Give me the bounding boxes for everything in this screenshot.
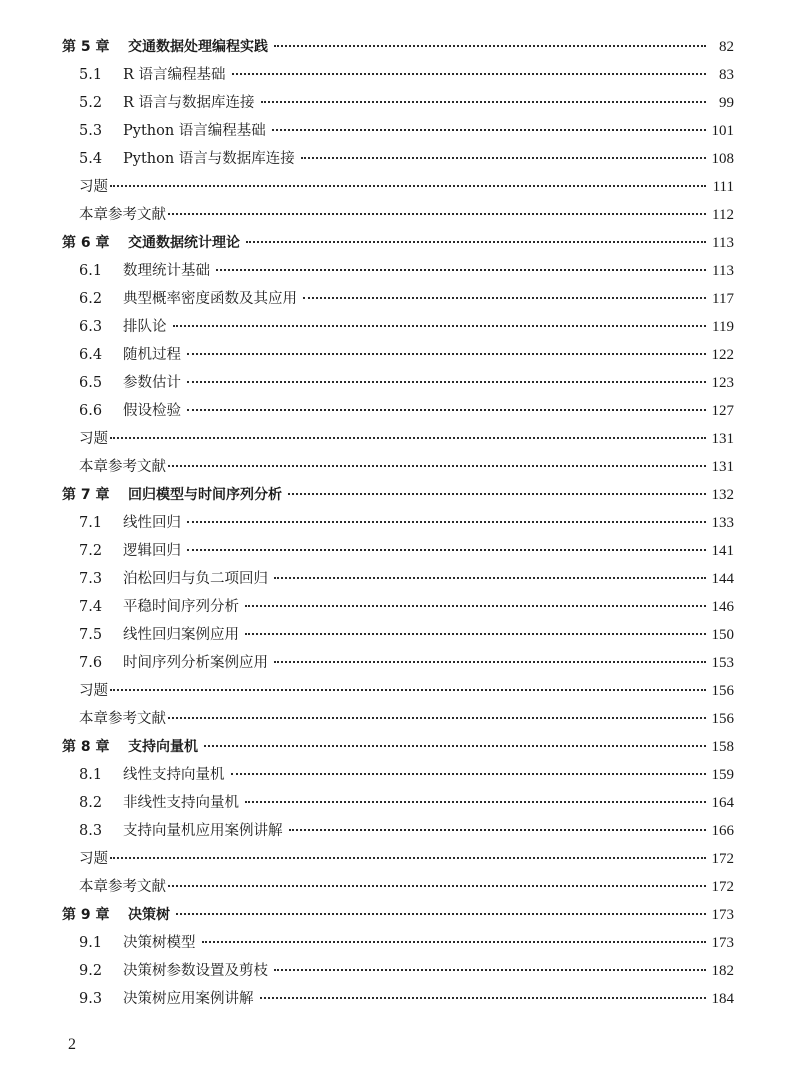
toc-section-row <box>62 285 734 313</box>
toc-misc-row <box>62 453 734 481</box>
dot-leader <box>274 660 706 663</box>
dot-leader <box>231 772 706 775</box>
toc-entry-number: 6.1 <box>79 263 103 279</box>
toc-page-number: 108 <box>711 151 734 167</box>
dot-leader <box>187 408 706 411</box>
toc-entry-title: 随机过程 <box>123 347 181 363</box>
toc-page-number: 131 <box>711 431 734 447</box>
toc-page-number: 159 <box>711 767 734 783</box>
toc-section-row <box>62 537 734 565</box>
toc-entry-number: 7.1 <box>79 515 103 531</box>
toc-page-number: 144 <box>711 571 734 587</box>
toc-entry-title: 平稳时间序列分析 <box>123 599 239 615</box>
toc-section-row <box>62 257 734 285</box>
toc-page-number: 113 <box>712 235 734 251</box>
toc-entry-number: 5.1 <box>79 67 103 83</box>
toc-section-row <box>62 369 734 397</box>
toc-page-number: 150 <box>711 627 734 643</box>
toc-entry-title: 决策树模型 <box>123 935 196 951</box>
toc-section-row <box>62 509 734 537</box>
dot-leader <box>187 380 706 383</box>
toc-page-number: 182 <box>711 963 734 979</box>
dot-leader <box>245 632 706 635</box>
toc-entry-title: 泊松回归与负二项回归 <box>123 571 268 587</box>
dot-leader <box>110 856 706 859</box>
toc-entry-title: 交通数据处理编程实践 <box>128 39 268 55</box>
toc-entry-title: 本章参考文献 <box>79 459 166 475</box>
dot-leader <box>232 72 706 75</box>
toc-entry-title: 本章参考文献 <box>79 879 166 895</box>
toc-page-number: 173 <box>711 935 734 951</box>
toc-misc-row <box>62 173 734 201</box>
toc-entry-title: 习题 <box>79 179 108 195</box>
toc-section-row <box>62 593 734 621</box>
toc-section-row <box>62 621 734 649</box>
toc-page-number: 156 <box>711 711 734 727</box>
dot-leader <box>187 520 706 523</box>
toc-misc-row <box>62 873 734 901</box>
toc-entry-title: 本章参考文献 <box>79 711 166 727</box>
toc-misc-row <box>62 845 734 873</box>
toc-section-row <box>62 89 734 117</box>
toc-misc-row <box>62 201 734 229</box>
toc-page-number: 132 <box>711 487 734 503</box>
toc-entry-title: 支持向量机 <box>128 739 198 755</box>
dot-leader <box>168 212 706 215</box>
dot-leader <box>168 884 706 887</box>
toc-entry-title: Python 语言与数据库连接 <box>123 151 295 167</box>
dot-leader <box>216 268 706 271</box>
toc-entry-number: 7.5 <box>79 627 103 643</box>
toc-entry-title: 习题 <box>79 851 108 867</box>
table-of-contents <box>62 33 734 1013</box>
toc-entry-title: 决策树参数设置及剪枝 <box>123 963 268 979</box>
toc-page-number: 119 <box>712 319 734 335</box>
toc-section-row <box>62 761 734 789</box>
toc-page-number: 112 <box>712 207 734 223</box>
toc-section-row <box>62 789 734 817</box>
toc-entry-number: 6.2 <box>79 291 103 307</box>
toc-page-number: 113 <box>712 263 734 279</box>
dot-leader <box>187 548 706 551</box>
dot-leader <box>110 184 706 187</box>
dot-leader <box>303 296 706 299</box>
toc-entry-title: 交通数据统计理论 <box>128 235 240 251</box>
toc-entry-number: 9.2 <box>79 963 103 979</box>
toc-page-number: 101 <box>711 123 734 139</box>
toc-section-row <box>62 985 734 1013</box>
toc-entry-number: 8.2 <box>79 795 103 811</box>
dot-leader <box>274 44 706 47</box>
toc-entry-title: 逻辑回归 <box>123 543 181 559</box>
toc-entry-title: 数理统计基础 <box>123 263 210 279</box>
toc-page-number: 83 <box>719 67 734 83</box>
toc-page-number: 82 <box>719 39 734 55</box>
toc-entry-number: 8.3 <box>79 823 103 839</box>
toc-section-row <box>62 957 734 985</box>
toc-entry-number: 7.2 <box>79 543 103 559</box>
dot-leader <box>246 240 706 243</box>
dot-leader <box>168 716 706 719</box>
toc-page-number: 153 <box>711 655 734 671</box>
toc-entry-number: 6.3 <box>79 319 103 335</box>
toc-section-row <box>62 341 734 369</box>
toc-page-number: 123 <box>711 375 734 391</box>
toc-page-number: 166 <box>711 823 734 839</box>
dot-leader <box>289 828 706 831</box>
toc-entry-number: 9.3 <box>79 991 103 1007</box>
toc-entry-number: 6.6 <box>79 403 103 419</box>
toc-chapter-row <box>62 33 734 61</box>
dot-leader <box>110 688 706 691</box>
toc-entry-title: 支持向量机应用案例讲解 <box>123 823 283 839</box>
toc-entry-number: 第 8 章 <box>62 739 110 755</box>
toc-entry-title: 线性支持向量机 <box>123 767 225 783</box>
dot-leader <box>204 744 706 747</box>
toc-misc-row <box>62 705 734 733</box>
toc-entry-title: 线性回归案例应用 <box>123 627 239 643</box>
toc-page-number: 184 <box>711 991 734 1007</box>
toc-entry-number: 5.2 <box>79 95 103 111</box>
toc-entry-number: 第 9 章 <box>62 907 110 923</box>
toc-entry-title: 时间序列分析案例应用 <box>123 655 268 671</box>
toc-entry-number: 5.4 <box>79 151 103 167</box>
dot-leader <box>187 352 706 355</box>
toc-page-number: 133 <box>711 515 734 531</box>
toc-chapter-row <box>62 901 734 929</box>
toc-section-row <box>62 817 734 845</box>
toc-entry-title: Python 语言编程基础 <box>123 123 266 139</box>
toc-section-row <box>62 929 734 957</box>
toc-page-number: 117 <box>712 291 734 307</box>
toc-entry-title: 典型概率密度函数及其应用 <box>123 291 297 307</box>
dot-leader <box>301 156 706 159</box>
dot-leader <box>274 576 706 579</box>
toc-entry-number: 5.3 <box>79 123 103 139</box>
dot-leader <box>168 464 706 467</box>
toc-page-number: 127 <box>711 403 734 419</box>
toc-entry-number: 第 7 章 <box>62 487 110 503</box>
toc-misc-row <box>62 425 734 453</box>
toc-entry-number: 第 5 章 <box>62 39 110 55</box>
dot-leader <box>110 436 706 439</box>
dot-leader <box>173 324 707 327</box>
toc-entry-title: 参数估计 <box>123 375 181 391</box>
toc-section-row <box>62 61 734 89</box>
toc-chapter-row <box>62 481 734 509</box>
toc-page-number: 131 <box>711 459 734 475</box>
dot-leader <box>288 492 706 495</box>
toc-page-number: 122 <box>711 347 734 363</box>
toc-section-row <box>62 117 734 145</box>
toc-entry-title: 决策树 <box>128 907 170 923</box>
toc-entry-number: 7.3 <box>79 571 103 587</box>
dot-leader <box>245 800 706 803</box>
toc-section-row <box>62 565 734 593</box>
toc-page-number: 99 <box>719 95 734 111</box>
toc-page-number: 172 <box>711 851 734 867</box>
dot-leader <box>261 100 706 103</box>
toc-section-row <box>62 397 734 425</box>
toc-page-number: 111 <box>712 179 734 195</box>
dot-leader <box>260 996 706 999</box>
toc-page-number: 156 <box>711 683 734 699</box>
dot-leader <box>245 604 706 607</box>
toc-section-row <box>62 313 734 341</box>
toc-entry-title: 线性回归 <box>123 515 181 531</box>
toc-entry-title: R 语言与数据库连接 <box>123 95 255 111</box>
toc-chapter-row <box>62 733 734 761</box>
toc-page-number: 164 <box>711 795 734 811</box>
toc-entry-number: 6.4 <box>79 347 103 363</box>
toc-page-number: 172 <box>711 879 734 895</box>
toc-page-number: 146 <box>711 599 734 615</box>
toc-entry-title: 非线性支持向量机 <box>123 795 239 811</box>
toc-page-number: 173 <box>711 907 734 923</box>
toc-entry-number: 8.1 <box>79 767 103 783</box>
dot-leader <box>202 940 706 943</box>
page-number: 2 <box>68 1036 76 1053</box>
dot-leader <box>176 912 706 915</box>
toc-entry-title: 回归模型与时间序列分析 <box>128 487 282 503</box>
toc-entry-title: 习题 <box>79 431 108 447</box>
toc-section-row <box>62 145 734 173</box>
toc-chapter-row <box>62 229 734 257</box>
toc-entry-title: 习题 <box>79 683 108 699</box>
toc-entry-title: 决策树应用案例讲解 <box>123 991 254 1007</box>
toc-entry-number: 第 6 章 <box>62 235 110 251</box>
toc-entry-title: 假设检验 <box>123 403 181 419</box>
toc-entry-number: 7.4 <box>79 599 103 615</box>
dot-leader <box>272 128 706 131</box>
toc-misc-row <box>62 677 734 705</box>
dot-leader <box>274 968 706 971</box>
toc-page-number: 158 <box>711 739 734 755</box>
toc-section-row <box>62 649 734 677</box>
toc-entry-title: R 语言编程基础 <box>123 67 226 83</box>
toc-entry-number: 7.6 <box>79 655 103 671</box>
toc-page-number: 141 <box>711 543 734 559</box>
toc-entry-title: 本章参考文献 <box>79 207 166 223</box>
toc-entry-title: 排队论 <box>123 319 167 335</box>
toc-entry-number: 6.5 <box>79 375 103 391</box>
toc-entry-number: 9.1 <box>79 935 103 951</box>
